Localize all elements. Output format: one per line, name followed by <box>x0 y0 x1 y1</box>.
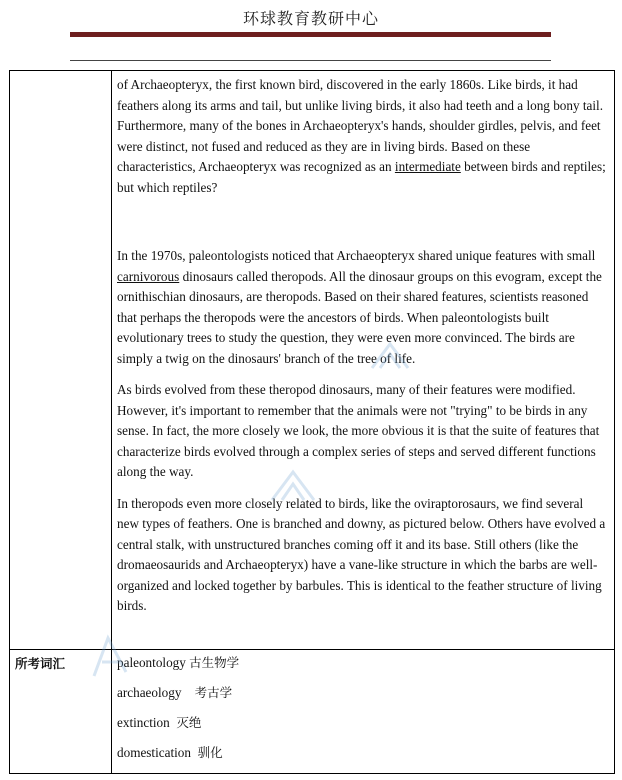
column-divider <box>111 71 112 773</box>
paragraph-2: In the 1970s, paleontologists noticed that Archaeopteryx shared unique features with small carnivorous dinosaurs called theropods. All the dinosaur groups on this evogram, except the ornithischian dinosaurs, are theropods. Based on their shared features, scientists reasoned that perhaps the theropods were the ancestors of birds. When paleontologists built evolutionary trees to study the question, they were even more convinced. The birds are simply a twig on the dinosaurs' branch of the tree of life. <box>117 248 602 366</box>
vocab-underline-intermediate: intermediate <box>394 159 461 174</box>
header-rule-thick <box>70 32 551 37</box>
vocab-item: archaeology 考古学 <box>117 685 233 700</box>
document-table <box>9 70 615 774</box>
paragraph-1: of Archaeopteryx, the first known bird, discovered in the early 1860s. Like birds, it had feathers along its arms and tail, but unlike living birds, it also had teeth and a long bony tail. Furthermore, many of the bones in Archaeopteryx's hands, shoulder girdles, pelvis, and feet were distinct, not fused and reduced as they are in living birds. Based on these characteristics, Archaeopteryx was recognized as an intermediate between birds and reptiles; but which reptiles? <box>117 77 606 195</box>
paragraph-4: In theropods even more closely related to birds, like the oviraptorosaurs, we find several new types of feathers. One is branched and downy, as pictured below. Others have evolved a central stalk, with unstructured branches coming off it and its base. Still others (like the dromaeosaurids and Archaeopteryx) have a vane-like structure in which the barbs are well-organized and locked together by barbules. This is identical to the feather structure of living birds. <box>117 495 606 613</box>
header-title: 环球教育教研中心 <box>242 9 379 28</box>
vocab-underline-carnivorous: carnivorous <box>117 268 180 284</box>
vocab-item: domestication 驯化 <box>117 745 223 760</box>
vocab-list <box>117 653 607 773</box>
row-divider <box>10 649 614 650</box>
header-rule-thin <box>70 60 551 61</box>
paragraph-3: As birds evolved from these theropod dinosaurs, many of their features were modified. However, it's important to remember that the animals were not "trying" to be birds in any sense. In fact, the more closely we look, the more obvious it is that the suite of features that characterize birds evolved through a complex series of steps and served different functions along the way. <box>117 382 600 479</box>
vocab-item: extinction 灭绝 <box>117 715 202 730</box>
vocab-label: 所考词汇 <box>15 656 66 671</box>
passage-cell <box>117 75 607 617</box>
vocab-item: paleontology 古生物学 <box>117 655 240 670</box>
